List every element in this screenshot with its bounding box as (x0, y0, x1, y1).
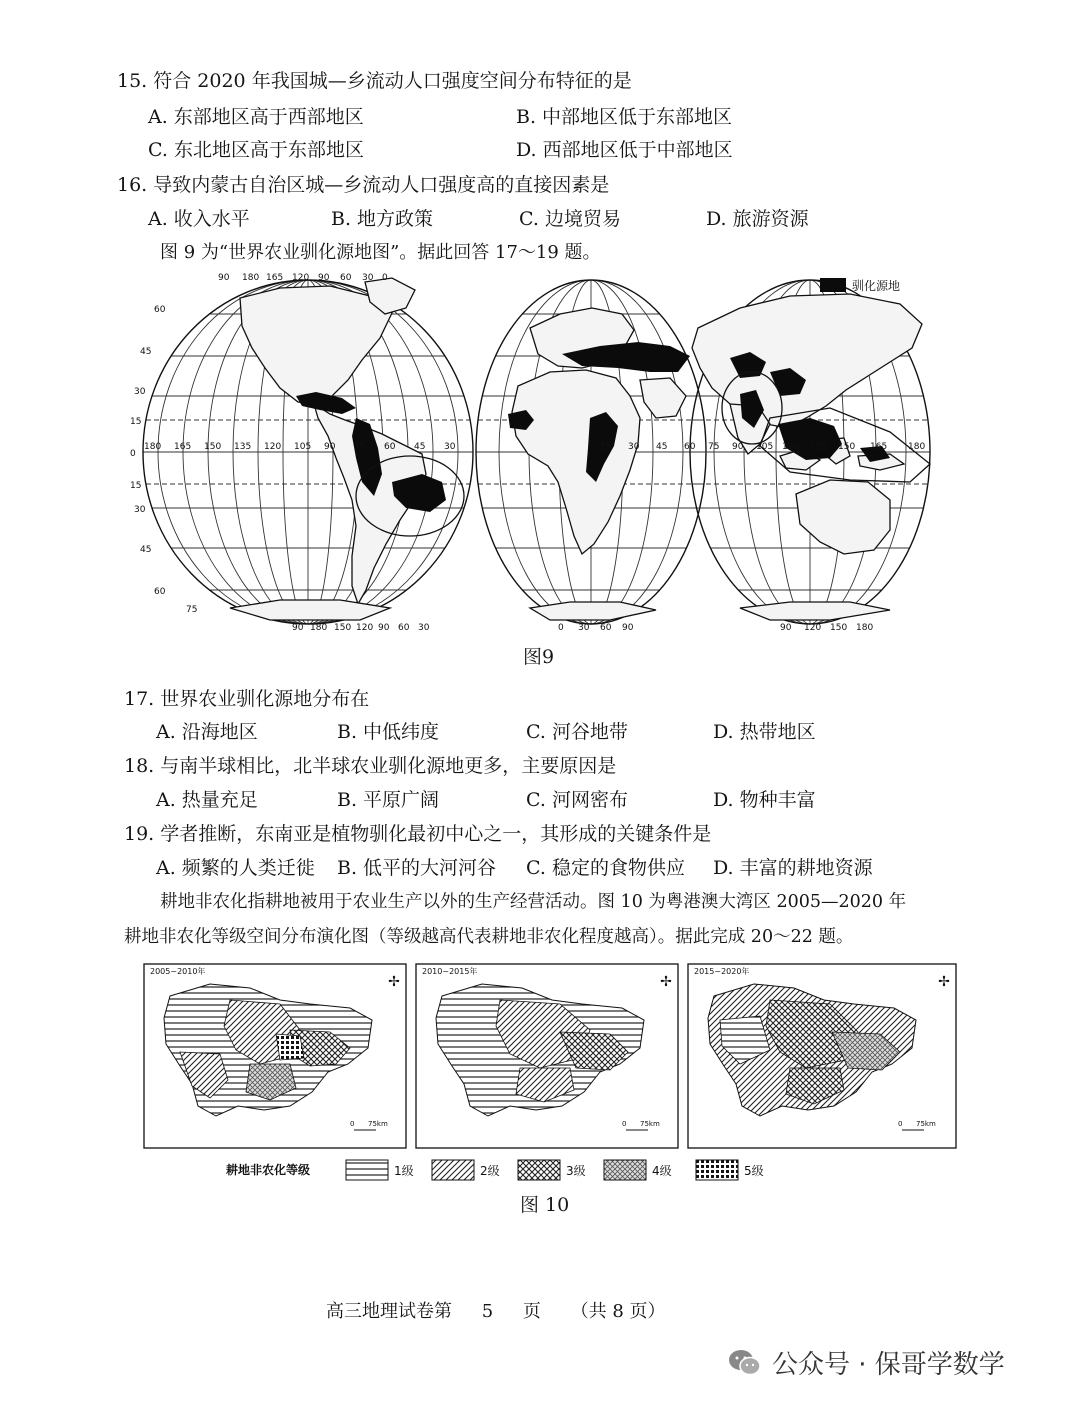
lon-label: 120 (292, 273, 310, 283)
north-america-shape (240, 286, 392, 404)
q15-stem: 15. 符合 2020 年我国城—乡流动人口强度空间分布特征的是 (117, 70, 632, 92)
panel-2015-2020 (688, 964, 956, 1148)
lon-label: 90 (318, 273, 330, 283)
lon-label: 180 (242, 273, 260, 283)
lat-label: 60 (154, 587, 166, 597)
lon-label: 45 (414, 442, 426, 452)
q15-option-c: C. 东北地区高于东部地区 (148, 139, 364, 161)
lon-label: 165 (266, 273, 284, 283)
north-arrow-icon: ✢ (388, 974, 400, 990)
lon-label: 150 (334, 623, 352, 633)
lon-label: 30 (418, 623, 430, 633)
scale-zero: 0 (622, 1120, 627, 1128)
lat-label: 15 (130, 481, 142, 491)
lon-label: 0 (558, 623, 564, 633)
legend-swatch (820, 278, 846, 292)
q15-option-b: B. 中部地区低于东部地区 (516, 106, 733, 128)
lon-label: 90 (218, 273, 230, 283)
level-2-label: 2级 (480, 1164, 500, 1178)
lon-label: 60 (684, 442, 696, 452)
lon-label: 45 (656, 442, 668, 452)
lon-label: 75 (708, 442, 720, 452)
q17-stem: 17. 世界农业驯化源地分布在 (124, 688, 370, 710)
fig10-intro-line1: 耕地非农化指耕地被用于农业生产以外的生产经营活动。图 10 为粤港澳大湾区 2005—2020 年 (160, 892, 907, 912)
panel-2-title: 2010~2015年 (422, 967, 478, 976)
north-arrow-icon: ✢ (938, 974, 950, 990)
q18-option-d: D. 物种丰富 (713, 789, 816, 811)
q19-option-c: C. 稳定的食物供应 (526, 857, 685, 879)
asia-shape (692, 294, 922, 428)
lon-label: 30 (628, 442, 640, 452)
q16-option-a: A. 收入水平 (148, 208, 250, 230)
scale-zero: 0 (350, 1120, 355, 1128)
world-domestication-map (130, 268, 960, 636)
lat-label: 60 (154, 305, 166, 315)
footer-page-unit: 页 (522, 1301, 541, 1322)
antarctica-w-shape (230, 600, 390, 620)
q19-option-a: A. 频繁的人类迁徙 (156, 857, 315, 879)
lon-label: 30 (362, 273, 374, 283)
lon-label: 105 (294, 442, 312, 452)
lat-label: 0 (130, 449, 136, 459)
footer-total: （共 8 页） (570, 1301, 666, 1322)
lon-label: 150 (204, 442, 222, 452)
level-4-swatch (604, 1160, 646, 1180)
q18-option-b: B. 平原广阔 (337, 789, 440, 811)
q19-stem: 19. 学者推断，东南亚是植物驯化最初中心之一，其形成的关键条件是 (124, 823, 712, 845)
lon-label: 60 (600, 623, 612, 633)
lon-label: 60 (398, 623, 410, 633)
lon-label: 120 (356, 623, 374, 633)
q16-stem: 16. 导致内蒙古自治区城—乡流动人口强度高的直接因素是 (117, 174, 610, 196)
lon-label: 30 (578, 623, 590, 633)
lat-label: 45 (140, 347, 152, 357)
q17-option-b: B. 中低纬度 (337, 721, 440, 743)
level-5-swatch (696, 1160, 738, 1180)
q19-option-d: D. 丰富的耕地资源 (713, 857, 873, 879)
q16-option-b: B. 地方政策 (331, 208, 434, 230)
q18-option-a: A. 热量充足 (156, 789, 258, 811)
level-3-label: 3级 (566, 1164, 586, 1178)
panel-1-title: 2005~2010年 (150, 967, 206, 976)
north-arrow-icon: ✢ (660, 974, 672, 990)
lon-label: 105 (756, 442, 774, 452)
lon-label: 90 (732, 442, 744, 452)
lon-label: 165 (174, 442, 192, 452)
lon-label: 90 (378, 623, 390, 633)
watermark (728, 1344, 1005, 1381)
level-4-label: 4级 (652, 1164, 672, 1178)
lon-label: 90 (292, 623, 304, 633)
q19-option-b: B. 低平的大河河谷 (337, 857, 497, 879)
q15-option-d: D. 西部地区低于中部地区 (516, 139, 733, 161)
africa-shape (512, 370, 640, 554)
arabia-shape (640, 378, 686, 418)
lon-label: 120 (264, 442, 282, 452)
lon-label: 135 (810, 442, 828, 452)
wechat-icon (728, 1348, 762, 1378)
lon-label: 120 (804, 623, 822, 633)
lat-label: 45 (140, 545, 152, 555)
legend-label: 驯化源地 (852, 279, 901, 293)
watermark-text: 公众号 · 保哥学数学 (772, 1350, 1005, 1380)
lat-label: 30 (134, 387, 146, 397)
lat-label: 30 (134, 505, 146, 515)
lon-label: 180 (856, 623, 874, 633)
q15-option-a: A. 东部地区高于西部地区 (148, 106, 364, 128)
lon-label: 15 (600, 442, 612, 452)
level-2-swatch (432, 1160, 474, 1180)
lon-label: 180 (310, 623, 328, 633)
fig10-intro-line2: 耕地非农化等级空间分布演化图（等级越高代表耕地非农化程度越高）。据此完成 20～22 题。 (124, 927, 854, 947)
q16-option-c: C. 边境贸易 (519, 208, 621, 230)
fig9-intro: 图 9 为“世界农业驯化源地图”。据此回答 17～19 题。 (160, 242, 601, 263)
lon-label: 165 (870, 442, 888, 452)
q17-option-d: D. 热带地区 (713, 721, 816, 743)
lon-label: 150 (838, 442, 856, 452)
lon-label: 150 (830, 623, 848, 633)
lon-label: 90 (780, 623, 792, 633)
q18-option-c: C. 河网密布 (526, 789, 628, 811)
scale-label: 75km (640, 1120, 660, 1128)
lat-label: 75 (186, 605, 198, 615)
legend-title: 耕地非农化等级 (226, 1163, 311, 1177)
level-3-swatch (518, 1160, 560, 1180)
lon-label: 30 (444, 442, 456, 452)
lon-label: 90 (622, 623, 634, 633)
lon-label: 0 (382, 273, 388, 283)
lon-label: 120 (782, 442, 800, 452)
fig9-caption: 图9 (523, 646, 555, 668)
lon-label: 90 (324, 442, 336, 452)
antarctica-m-shape (530, 602, 656, 620)
q17-option-a: A. 沿海地区 (156, 721, 258, 743)
footer-page-number: 5 (481, 1301, 494, 1322)
panel-3-title: 2015~2020年 (694, 967, 750, 976)
q18-stem: 18. 与南半球相比，北半球农业驯化源地更多，主要原因是 (124, 755, 617, 777)
level-1-swatch (346, 1160, 388, 1180)
lon-label: 60 (384, 442, 396, 452)
q16-option-d: D. 旅游资源 (706, 208, 809, 230)
level-5-label: 5级 (744, 1164, 764, 1178)
footer-text: 高三地理试卷第 (326, 1301, 452, 1322)
lat-label: 15 (130, 417, 142, 427)
lon-label: 75 (354, 442, 366, 452)
q17-option-c: C. 河谷地带 (526, 721, 628, 743)
antarctica-e-shape (740, 602, 890, 620)
lon-label: 180 (908, 442, 926, 452)
lon-label: 135 (234, 442, 252, 452)
lon-label: 60 (340, 273, 352, 283)
scale-zero: 0 (898, 1120, 903, 1128)
fig10-caption: 图 10 (520, 1194, 570, 1216)
gba-farmland-maps (140, 960, 960, 1152)
level-1-label: 1级 (394, 1164, 414, 1178)
scale-label: 75km (368, 1120, 388, 1128)
scale-label: 75km (916, 1120, 936, 1128)
footer (326, 1297, 666, 1323)
source-area-mesoamerica (296, 392, 356, 414)
fig10-legend (220, 1154, 800, 1184)
panel-2005-2010 (144, 964, 406, 1148)
lon-label: 180 (144, 442, 162, 452)
panel-2010-2015 (416, 964, 678, 1148)
